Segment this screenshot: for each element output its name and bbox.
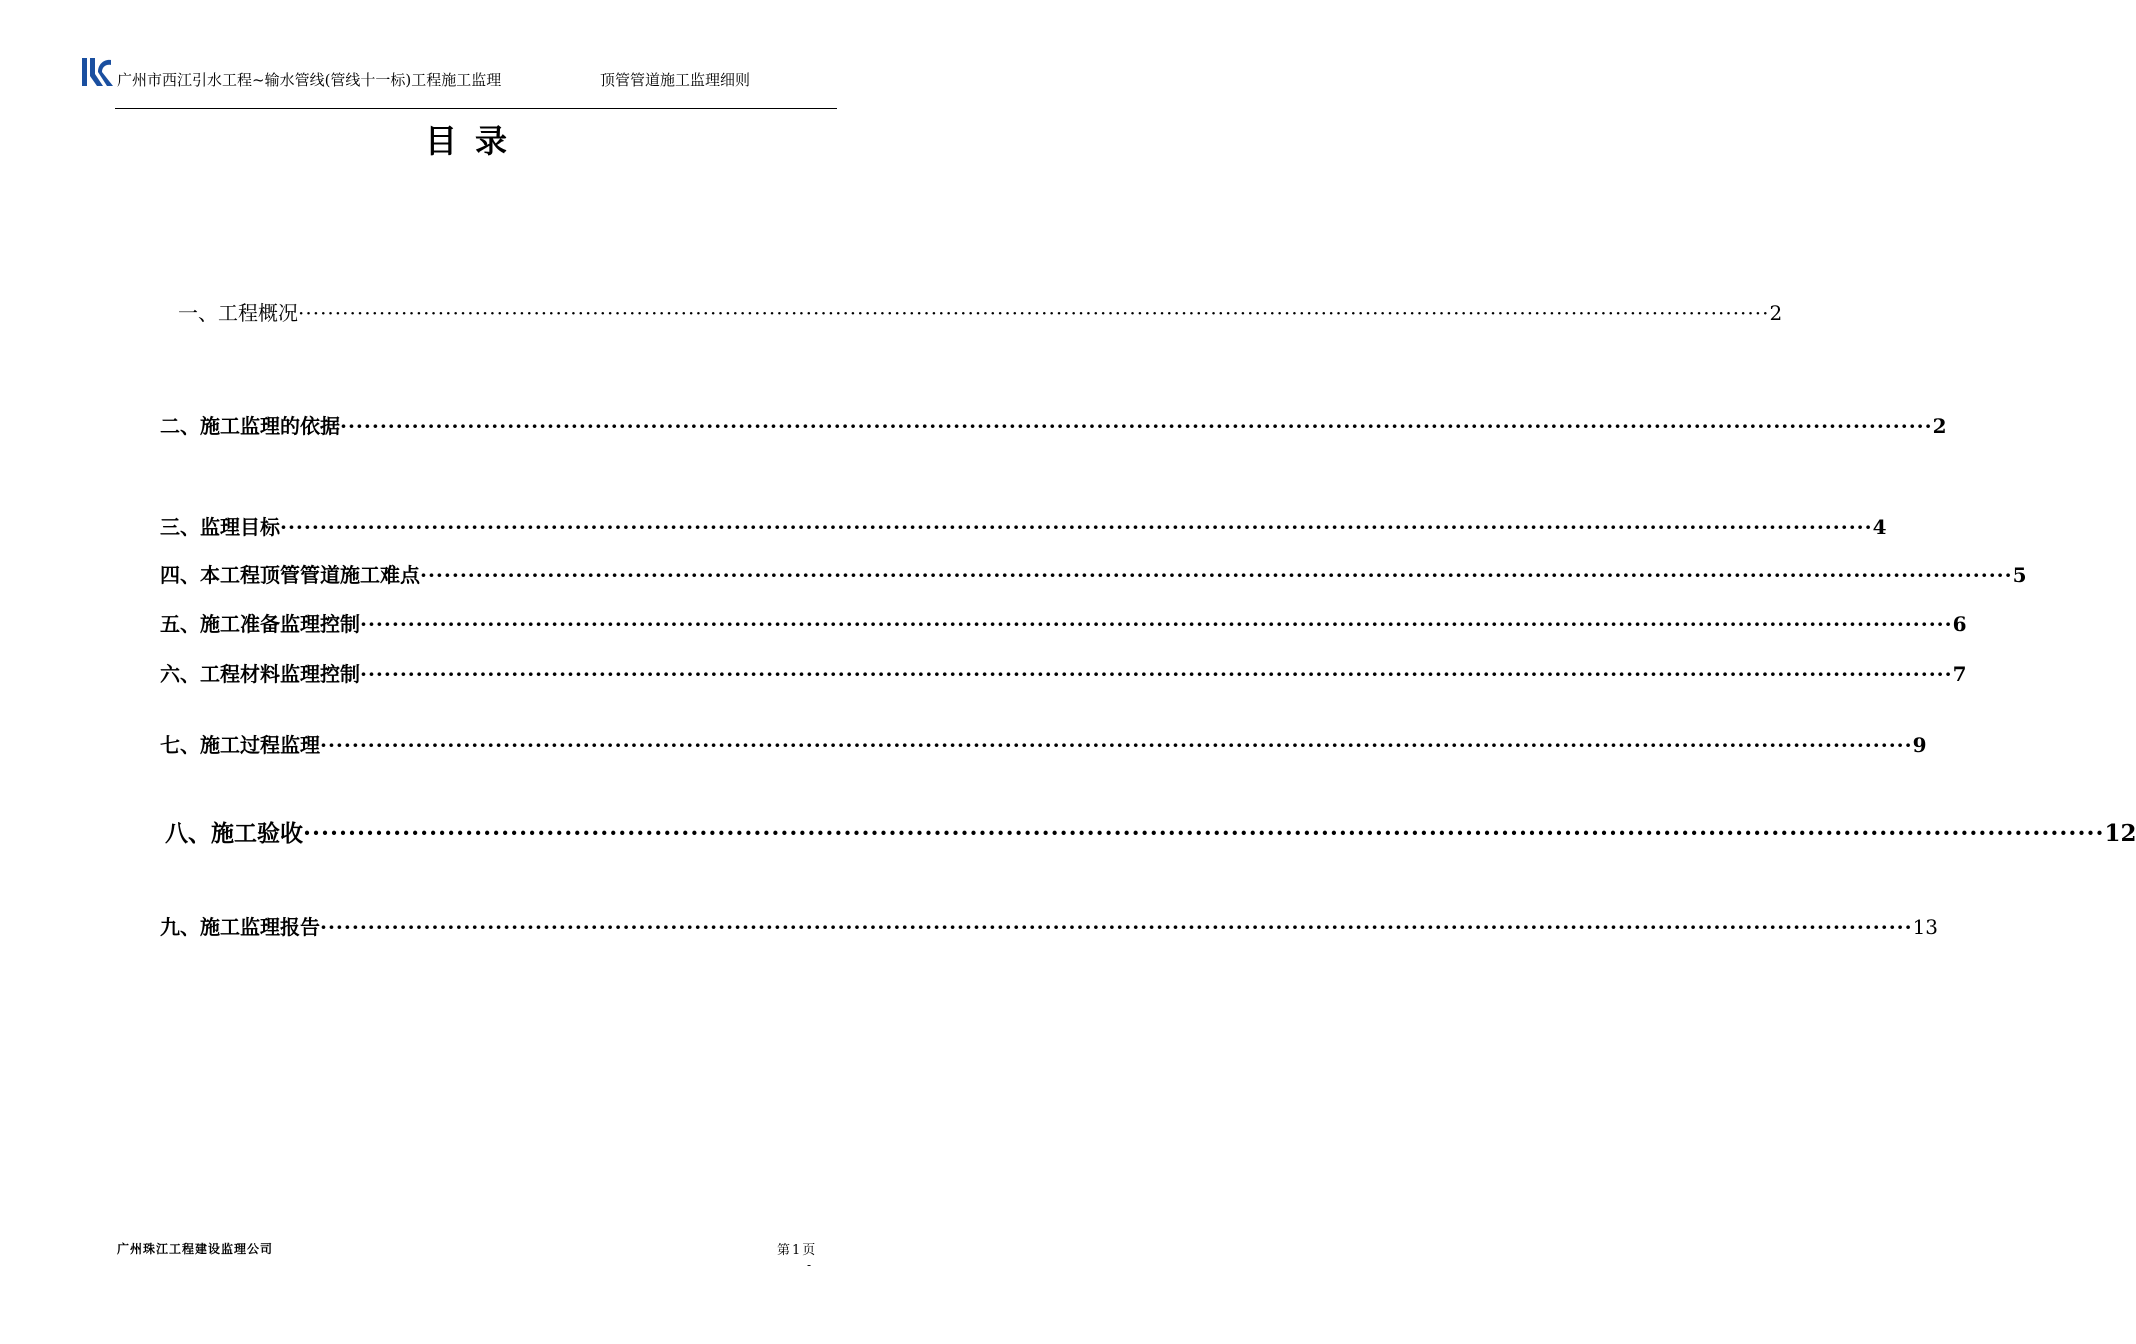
toc-entry-page: 9 (1912, 733, 1927, 757)
toc-entry[interactable] (160, 911, 1939, 940)
toc-entry-page: 6 (1952, 612, 1967, 636)
toc-entry[interactable] (160, 410, 1947, 439)
toc-entry-label: 二、施工监理的依据 (160, 414, 340, 438)
toc-entry[interactable] (160, 658, 1967, 687)
toc-leader-dots: ········································································································································································································ (360, 612, 1953, 636)
toc-entry-label: 九、施工监理报告 (160, 915, 320, 939)
toc-entry[interactable] (160, 729, 1927, 758)
toc-leader-dots: ········································································································································································································ (298, 301, 1770, 325)
toc-entry[interactable] (165, 815, 2136, 848)
toc-leader-dots: ········································································································································································································ (303, 820, 2105, 847)
toc-leader-dots: ········································································································································································································ (340, 414, 1933, 438)
header-document-title: 顶管管道施工监理细则 (600, 71, 751, 89)
footer-page-suffix: 页 (802, 1243, 816, 1258)
toc-entry-page: 7 (1952, 662, 1967, 686)
footer-page-prefix: 第 (777, 1243, 791, 1258)
footer-company-name: 广州珠江工程建设监理公司 (117, 1242, 274, 1256)
toc-entry-label: 一、工程概况 (178, 301, 298, 325)
toc-leader-dots: ········································································································································································································ (320, 915, 1913, 939)
toc-entry-label: 三、监理目标 (160, 515, 280, 539)
toc-entry[interactable] (160, 559, 2027, 588)
toc-entry-page: 2 (1932, 414, 1947, 438)
header-divider (115, 108, 837, 109)
toc-entry-page: 13 (1912, 915, 1939, 939)
toc-entry-label: 四、本工程顶管管道施工难点 (160, 563, 420, 587)
toc-entry-label: 五、施工准备监理控制 (160, 612, 360, 636)
company-logo-icon (80, 56, 114, 88)
toc-leader-dots: ········································································································································································································ (420, 563, 2013, 587)
toc-entry-label: 八、施工验收 (165, 820, 303, 847)
toc-entry-page: 2 (1769, 301, 1783, 325)
toc-leader-dots: ········································································································································································································ (320, 733, 1913, 757)
toc-entry-label: 七、施工过程监理 (160, 733, 320, 757)
footer-page-indicator (777, 1239, 815, 1258)
header-project-title: 广州市西江引水工程~输水管线(管线十一标)工程施工监理 (117, 71, 502, 89)
toc-entry-label: 六、工程材料监理控制 (160, 662, 360, 686)
footer-page-number: 1 (792, 1243, 801, 1258)
toc-entry-page: 4 (1872, 515, 1887, 539)
toc-entry[interactable] (160, 608, 1967, 637)
page-title: 目录 (424, 122, 525, 160)
toc-leader-dots: ········································································································································································································ (360, 662, 1953, 686)
toc-entry-page: 12 (2104, 820, 2136, 847)
footer-dash: - (807, 1258, 812, 1272)
toc-entry-page: 5 (2012, 563, 2027, 587)
toc-entry[interactable] (160, 511, 1887, 540)
toc-entry[interactable] (178, 297, 1783, 326)
toc-leader-dots: ········································································································································································································ (280, 515, 1873, 539)
